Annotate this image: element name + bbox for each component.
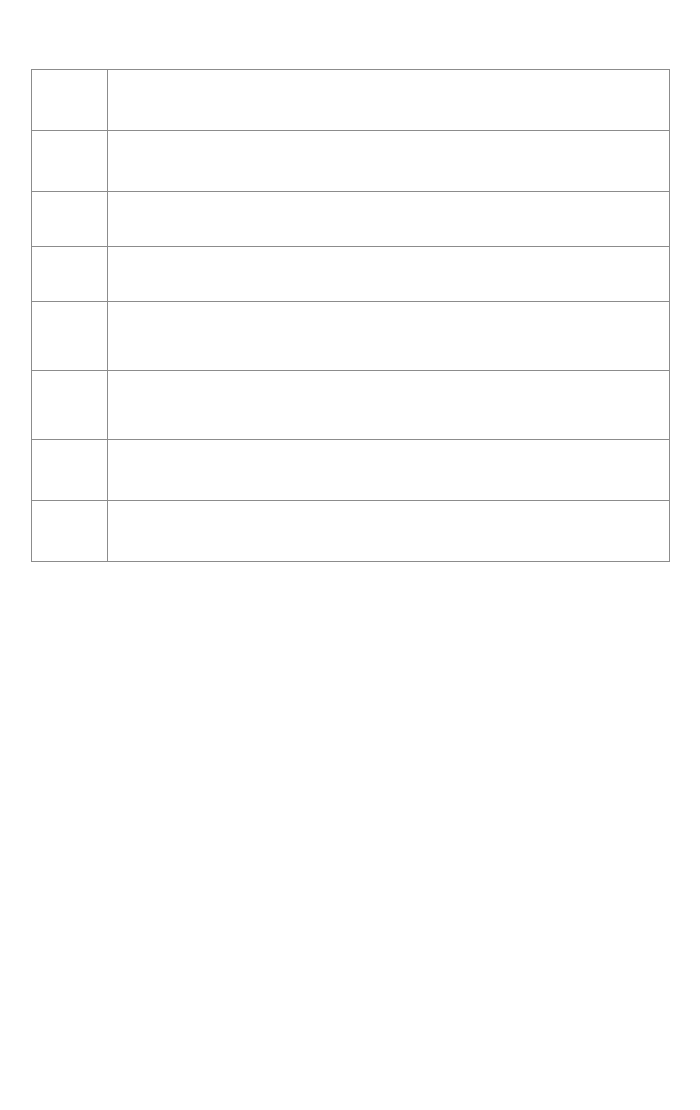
question-table [31, 69, 670, 562]
option-row [32, 192, 670, 247]
option-text [108, 131, 670, 192]
option-row [32, 302, 670, 371]
spacer-row [32, 131, 670, 192]
question-text [108, 501, 670, 562]
gate-logo [33, 6, 183, 56]
question-number [32, 70, 108, 131]
page-header [0, 0, 700, 62]
option-label [32, 302, 108, 371]
option-row [32, 247, 670, 302]
option-label [32, 247, 108, 302]
option-label [32, 371, 108, 440]
option-label [32, 440, 108, 501]
page-footer [0, 1065, 700, 1110]
question-row [32, 70, 670, 131]
option-text [108, 440, 670, 501]
option-row [32, 371, 670, 440]
option-text [108, 247, 670, 302]
option-label [32, 131, 108, 192]
question-number [32, 501, 108, 562]
question-row [32, 501, 670, 562]
option-text [108, 371, 670, 440]
spacer-row [32, 440, 670, 501]
globe-icon [125, 7, 171, 53]
option-text [108, 302, 670, 371]
question-text [108, 70, 670, 131]
option-text [108, 192, 670, 247]
option-label [32, 192, 108, 247]
